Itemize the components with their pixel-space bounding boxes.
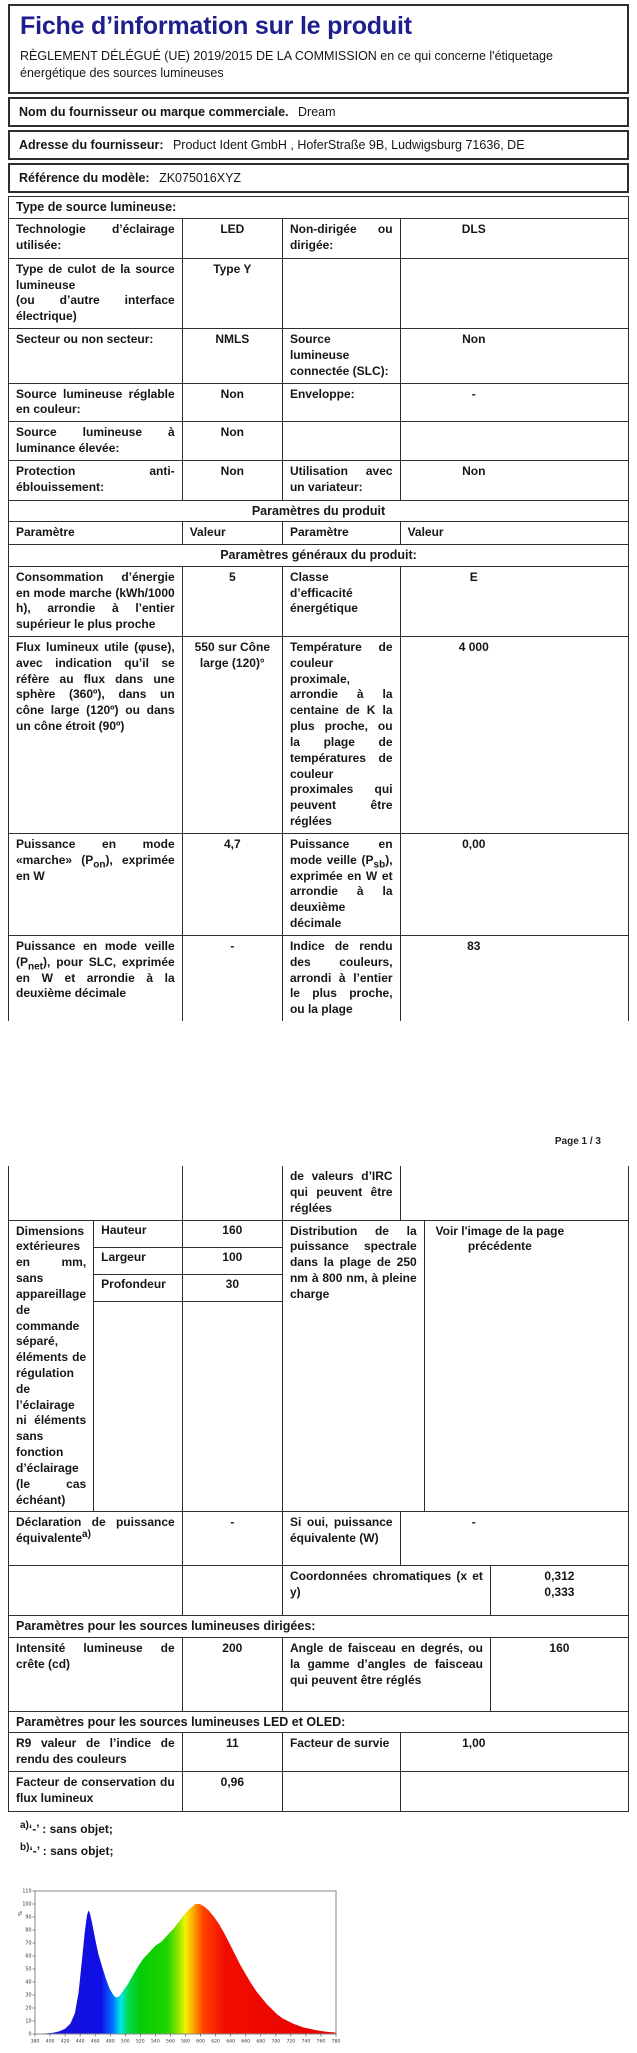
dimension-value: 30 <box>183 1275 282 1302</box>
param-value: E <box>400 566 628 636</box>
param-label: Puissance en mode veille $(P_{sb})$, exprimée en W et arrondie à la deuxième décimale <box>282 833 400 935</box>
param-label: Angle de faisceau en degrés, ou la gamme d’angles de faisceau qui peuvent être réglés <box>282 1637 490 1711</box>
address-value: Product Ident GmbH , HoferStraße 9B, Ludwigsburg 71636, DE <box>172 137 525 152</box>
y-tick-label: 0 <box>28 2032 32 2038</box>
dimension-name: Profondeur <box>94 1275 182 1302</box>
dimension-value: 160 <box>183 1221 282 1248</box>
param-label: Enveloppe: <box>282 383 400 422</box>
x-tick-label: 660 <box>241 2039 251 2045</box>
param-label: Classe d’efficacité énergétique <box>282 566 400 636</box>
table-row <box>9 1220 628 1512</box>
y-tick-label: 40 <box>25 1980 32 1986</box>
param-label: Source lumineuse connectée (SLC): <box>282 328 400 382</box>
y-axis-label: % <box>18 1910 24 1917</box>
x-tick-label: 680 <box>256 2039 266 2045</box>
param-value: 550 sur Cône large (120)° <box>182 636 282 833</box>
y-tick-label: 20 <box>25 2006 32 2012</box>
param-label: Puissance en mode veille $(P_{net})$, pour SLC, exprimée en W et arrondie à la deuxième décimale <box>9 935 182 1021</box>
supplier-row <box>8 97 629 127</box>
param-label: Utilisation avec un variateur: <box>282 460 400 500</box>
param-value <box>182 1166 282 1219</box>
page-title: Fiche d’information sur le produit <box>20 12 412 40</box>
param-label: Déclaration de puissance équivalente$^{a)}$ <box>9 1511 182 1565</box>
table-row <box>9 1771 628 1811</box>
product-table-page1 <box>8 196 629 1021</box>
x-tick-label: 720 <box>286 2039 296 2045</box>
param-label: de valeurs d’IRC qui peuvent être réglées <box>282 1166 400 1219</box>
title-box <box>8 4 629 94</box>
param-value: Type Y <box>182 258 282 328</box>
x-tick-label: 540 <box>151 2039 160 2045</box>
dimension-name-subcolumn <box>93 1220 182 1512</box>
x-tick-label: 760 <box>316 2039 326 2045</box>
param-value: Non <box>182 383 282 422</box>
table-row <box>9 383 628 422</box>
supplier-value: Dream <box>298 104 336 119</box>
x-tick-label: 600 <box>196 2039 205 2045</box>
product-information-sheet <box>8 4 629 2053</box>
param-value: 160 <box>490 1637 628 1711</box>
footnote-marker: a) <box>20 1820 29 1832</box>
param-label <box>9 1166 182 1219</box>
table-row <box>9 421 628 460</box>
param-value: 4 000 <box>400 636 628 833</box>
x-tick-label: 460 <box>90 2039 100 2045</box>
param-label: Distribution de la puissance spectrale dans la plage de 250 nm à 800 nm, à pleine charge <box>282 1220 424 1512</box>
column-header: Valeur <box>400 521 628 544</box>
spd-curve-area <box>35 1904 336 2034</box>
address-label: Adresse du fournisseur: <box>19 137 164 152</box>
param-label: Indice de rendu des couleurs, arrondi à l’entier le plus proche, ou la plage <box>282 935 400 1021</box>
table-row <box>9 636 628 833</box>
section-header: Type de source lumineuse: <box>16 200 177 215</box>
y-tick-label: 110 <box>22 1889 32 1895</box>
model-value: ZK075016XYZ <box>159 171 242 185</box>
x-tick-label: 580 <box>181 2039 190 2045</box>
spectral-chart-container <box>18 1884 629 2053</box>
table-row <box>9 460 628 500</box>
param-label: Puissance en mode «marche» $(P_{on})$, exprimée en W <box>9 833 182 935</box>
param-value: LED <box>182 218 282 258</box>
param-value: 4,7 <box>182 833 282 935</box>
y-tick-label: 90 <box>25 1915 32 1921</box>
param-value <box>400 1166 628 1219</box>
x-tick-label: 440 <box>75 2039 85 2045</box>
param-value: 1,00 <box>400 1732 628 1771</box>
param-value: - <box>182 935 282 1021</box>
page-break <box>8 1021 629 1163</box>
param-value: Non <box>182 421 282 460</box>
column-header: Paramètre <box>282 521 400 544</box>
table-row <box>9 258 628 328</box>
x-tick-label: 740 <box>301 2039 311 2045</box>
model-label: Référence du modèle: <box>19 171 150 185</box>
param-label: Source lumineuse réglable en couleur: <box>9 383 182 422</box>
param-value: - <box>400 1511 628 1565</box>
section-header: Paramètres du produit <box>9 500 628 522</box>
param-label: Flux lumineux utile (φuse), avec indication qu’il se réfère au flux dans une sphère (360º), dans un cône large (120º) ou dans un cône étroit (90º) <box>9 636 182 833</box>
param-value: Non <box>400 460 628 500</box>
param-value: 83 <box>400 935 628 1021</box>
x-tick-label: 640 <box>226 2039 236 2045</box>
section-header: Paramètres généraux du produit: <box>9 544 628 566</box>
param-label <box>282 258 400 328</box>
param-value: - <box>182 1511 282 1565</box>
param-label: Protection anti-éblouissement: <box>9 460 182 500</box>
table-row <box>9 833 628 935</box>
param-label: Facteur de survie <box>282 1732 400 1771</box>
param-label <box>282 1771 400 1811</box>
y-tick-label: 50 <box>25 1967 32 1973</box>
y-tick-label: 80 <box>25 1928 32 1934</box>
param-label: Température de couleur proximale, arrondie à la centaine de K la plus proche, ou la plage de températures de couleur proximales qui peuvent être réglées <box>282 636 400 833</box>
dimension-name: Hauteur <box>94 1221 182 1248</box>
param-label: Coordonnées chromatiques (x et y) <box>282 1565 490 1615</box>
y-tick-label: 60 <box>25 1954 32 1960</box>
x-tick-label: 380 <box>30 2039 40 2045</box>
param-label: Technologie d’éclairage utilisée: <box>9 218 182 258</box>
y-tick-label: 30 <box>25 1993 32 1999</box>
product-table-page2 <box>8 1166 629 1812</box>
param-value <box>400 258 628 328</box>
param-value: 0,00 <box>400 833 628 935</box>
param-value: 5 <box>182 566 282 636</box>
section-header: Paramètres pour les sources lumineuses LED et OLED: <box>9 1711 628 1733</box>
dimension-value-subcolumn <box>182 1220 282 1512</box>
param-label: Type de culot de la source lumineuse (ou d’autre interface électrique) <box>9 258 182 328</box>
x-tick-label: 700 <box>271 2039 281 2045</box>
param-value <box>182 1565 282 1615</box>
x-tick-label: 520 <box>135 2039 145 2045</box>
x-tick-label: 420 <box>60 2039 70 2045</box>
spectral-power-distribution-chart <box>18 1884 340 2048</box>
x-tick-label: 780 <box>331 2039 340 2045</box>
param-value: Non <box>400 328 628 382</box>
table-row <box>9 1166 628 1219</box>
footnote <box>20 1820 629 1836</box>
y-tick-label: 10 <box>25 2019 32 2025</box>
param-label <box>9 1565 182 1615</box>
param-label: Source lumineuse à luminance élevée: <box>9 421 182 460</box>
y-tick-label: 100 <box>22 1902 32 1908</box>
param-label: Consommation d’énergie en mode marche (kWh/1000 h), arrondie à l’entier supérieur le plus proche <box>9 566 182 636</box>
param-value: Voir l'image de la page précédente <box>424 1220 628 1512</box>
regulation-text: RÈGLEMENT DÉLÉGUÉ (UE) 2019/2015 DE LA COMMISSION en ce qui concerne l'étiquetage énergétique des sources lumineuses <box>20 48 553 80</box>
column-header: Paramètre <box>9 521 182 544</box>
table-row <box>9 1637 628 1711</box>
dimension-name: Largeur <box>94 1248 182 1275</box>
param-value: 0,96 <box>182 1771 282 1811</box>
footnote-marker: b) <box>20 1842 30 1854</box>
param-label: Non-dirigée ou dirigée: <box>282 218 400 258</box>
param-label: Si oui, puissance équivalente (W) <box>282 1511 400 1565</box>
x-tick-label: 560 <box>166 2039 175 2045</box>
table-row <box>9 935 628 1021</box>
param-label: Secteur ou non secteur: <box>9 328 182 382</box>
param-value <box>400 421 628 460</box>
param-value: DLS <box>400 218 628 258</box>
x-tick-label: 620 <box>211 2039 220 2045</box>
param-label: R9 valeur de l’indice de rendu des couleurs <box>9 1732 182 1771</box>
table-row <box>9 521 628 544</box>
param-label: Facteur de conservation du flux lumineux <box>9 1771 182 1811</box>
param-label: Dimensions extérieures en mm, sans appareillage de commande séparé, éléments de régulation de l’éclairage ni éléments sans fonction d’éclairage (le cas échéant) <box>9 1220 93 1512</box>
table-row <box>9 1732 628 1771</box>
x-tick-label: 480 <box>105 2039 115 2045</box>
model-row <box>8 163 629 193</box>
page-number: Page 1 / 3 <box>554 1136 601 1148</box>
column-header: Valeur <box>182 521 282 544</box>
table-row <box>9 218 628 258</box>
x-tick-label: 500 <box>120 2039 130 2045</box>
footnote-text: ‘-’ : sans objet; <box>29 1844 114 1859</box>
table-row <box>9 566 628 636</box>
param-label: Intensité lumineuse de crête (cd) <box>9 1637 182 1711</box>
footnotes <box>20 1820 629 1858</box>
footnote <box>20 1842 629 1858</box>
param-value: Non <box>182 460 282 500</box>
x-tick-label: 400 <box>45 2039 55 2045</box>
param-value: 11 <box>182 1732 282 1771</box>
address-row <box>8 130 629 160</box>
param-label <box>282 421 400 460</box>
param-value: 0,312 0,333 <box>490 1565 628 1615</box>
param-value <box>400 1771 628 1811</box>
supplier-label: Nom du fournisseur ou marque commerciale. <box>19 104 289 119</box>
param-value: - <box>400 383 628 422</box>
table-row <box>9 328 628 382</box>
section-header: Paramètres pour les sources lumineuses dirigées: <box>9 1615 628 1637</box>
dimension-value: 100 <box>183 1248 282 1275</box>
table-row <box>9 1511 628 1565</box>
footnote-text: ‘-’ : sans objet; <box>28 1822 113 1837</box>
param-value: 200 <box>182 1637 282 1711</box>
y-tick-label: 70 <box>25 1941 32 1947</box>
param-value: NMLS <box>182 328 282 382</box>
table-row <box>9 1565 628 1615</box>
